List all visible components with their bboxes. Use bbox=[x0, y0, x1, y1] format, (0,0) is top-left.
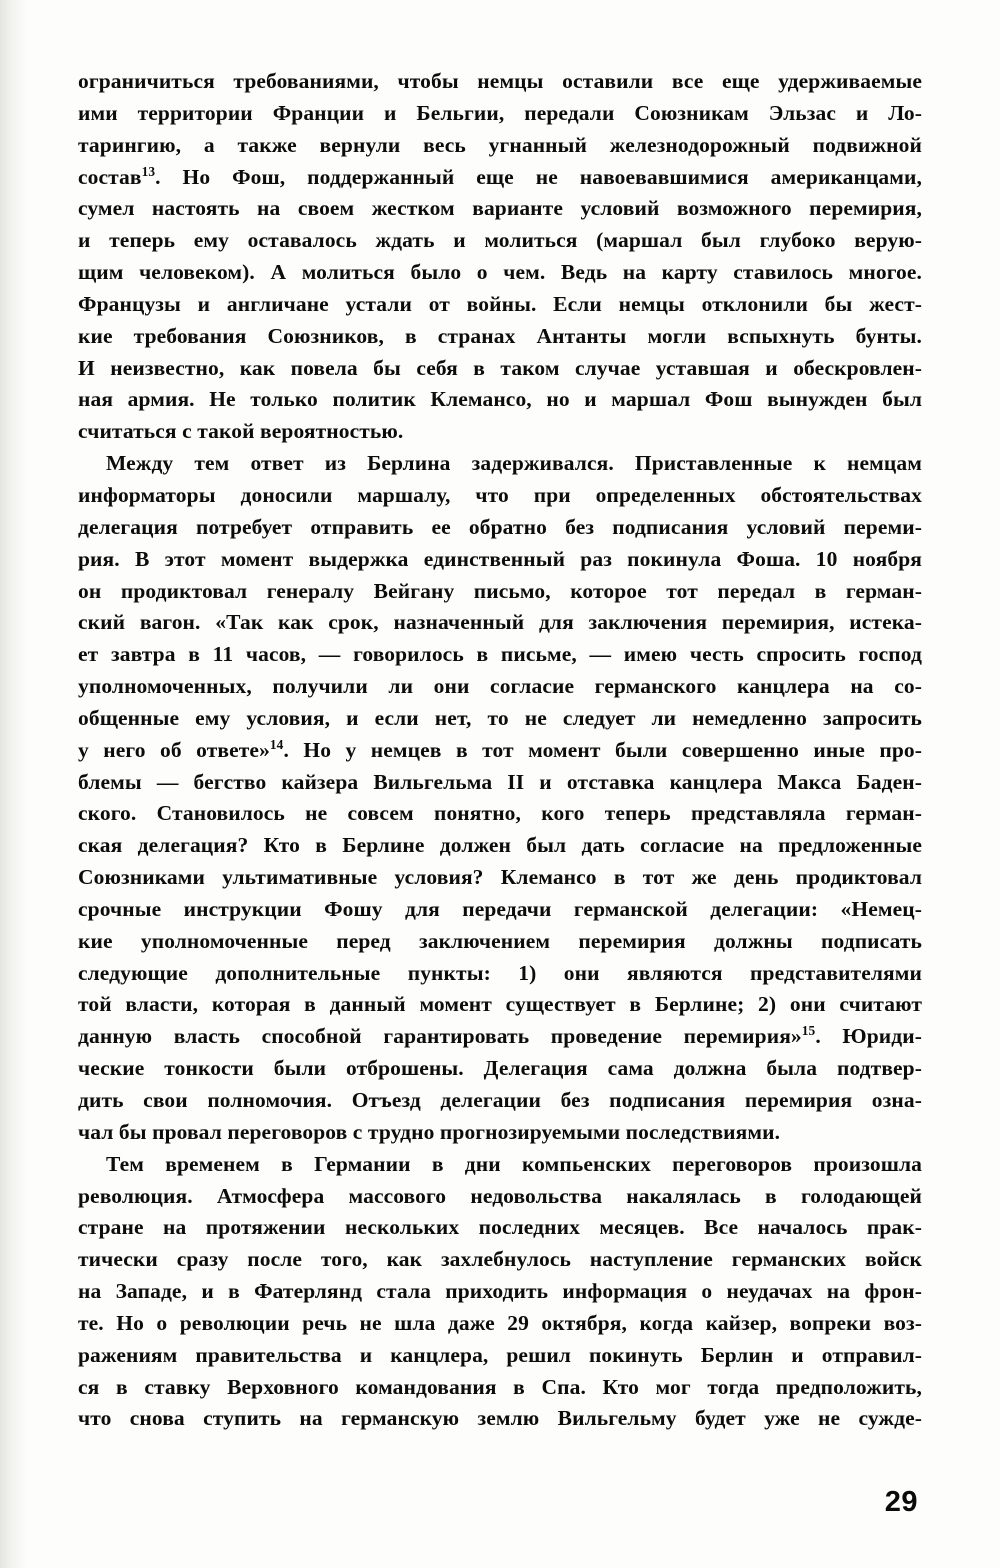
text-line: Французы и англичане устали от войны. Если немцы отклонили бы жест- bbox=[78, 291, 922, 316]
text-line: кие требования Союзников, в странах Антанты могли вспыхнуть бунты. bbox=[78, 323, 922, 348]
text-line: срочные инструкции Фошу для передачи германской делегации: «Немец- bbox=[78, 896, 922, 921]
text-line: делегация потребует отправить ее обратно без подписания условий переми- bbox=[78, 514, 922, 539]
text-line: у него об ответе»$^{14}$. Но у немцев в тот момент были совершенно иные про- bbox=[78, 736, 922, 762]
text-line: революция. Атмосфера массового недовольства накалялась в голодающей bbox=[78, 1183, 922, 1208]
text-line: щим человеком). А молиться было о чем. Ведь на карту ставилось многое. bbox=[78, 260, 922, 285]
text-line: блемы — бегство кайзера Вильгельма II и отставка канцлера Макса Баден- bbox=[78, 769, 922, 794]
text-line: чал бы провал переговоров с трудно прогнозируемыми последствиями. bbox=[78, 1119, 781, 1144]
text-line: следующие дополнительные пункты: 1) они являются представителями bbox=[78, 960, 922, 985]
text-line: считаться с такой вероятностью. bbox=[78, 419, 404, 444]
text-line: Тем временем в Германии в дни компьенских переговоров произошла bbox=[106, 1151, 922, 1176]
text-line: ет завтра в 11 часов, — говорилось в письме, — имею честь спросить господ bbox=[78, 642, 922, 667]
text-line: и теперь ему оставалось ждать и молиться (маршал был глубоко верую- bbox=[78, 228, 922, 253]
page-number: 29 bbox=[884, 1486, 918, 1518]
text-line: тически сразу после того, как захлебнулось наступление германских войск bbox=[78, 1247, 922, 1272]
text-line: данную власть способной гарантировать проведение перемирия»$^{15}$. Юриди- bbox=[78, 1023, 922, 1049]
text-line: те. Но о революции речь не шла даже 29 октября, когда кайзер, вопреки воз- bbox=[78, 1310, 922, 1335]
text-line: кие уполномоченные перед заключением перемирия должны подписать bbox=[78, 928, 922, 953]
text-line: сумел настоять на своем жестком варианте условий возможного перемирия, bbox=[78, 196, 922, 221]
text-line: тарингию, а также вернули весь угнанный железнодорожный подвижной bbox=[78, 132, 922, 157]
text-line: ческие тонкости были отброшены. Делегация сама должна была подтвер- bbox=[78, 1056, 922, 1081]
text-line: И неизвестно, как повела бы себя в таком случае уставшая и обескровлен- bbox=[78, 355, 922, 380]
text-line: на Западе, и в Фатерлянд стала приходить информация о неудачах на фрон- bbox=[78, 1279, 922, 1304]
text-line: ограничиться требованиями, чтобы немцы оставили все еще удерживаемые bbox=[78, 69, 922, 93]
footnote-marker: 13 bbox=[141, 163, 156, 179]
text-line: стране на протяжении нескольких последних месяцев. Все началось прак- bbox=[78, 1215, 922, 1240]
text-line: ражениям правительства и канцлера, решил покинуть Берлин и отправил- bbox=[78, 1342, 922, 1367]
text-line: ся в ставку Верховного командования в Спа. Кто мог тогда предположить, bbox=[78, 1374, 922, 1399]
text-line: той власти, которая в данный момент существует в Берлине; 2) они считают bbox=[78, 992, 922, 1017]
text-line: информаторы доносили маршалу, что при определенных обстоятельствах bbox=[78, 482, 922, 507]
text-line: что снова ступить на германскую землю Вильгельму будет уже не сужде- bbox=[78, 1406, 922, 1431]
footnote-marker: 14 bbox=[269, 736, 284, 752]
page-text bbox=[78, 66, 922, 1435]
text-line: Союзниками ультимативные условия? Клемансо в тот же день продиктовал bbox=[78, 865, 922, 890]
text-line: уполномоченных, получили ли они согласие германского канцлера на со- bbox=[78, 674, 922, 699]
text-line: ная армия. Не только политик Клемансо, но и маршал Фош вынужден был bbox=[78, 387, 922, 412]
text-line: рия. В этот момент выдержка единственный раз покинула Фоша. 10 ноября bbox=[78, 546, 922, 571]
text-line: ская делегация? Кто в Берлине должен был дать согласие на предложенные bbox=[78, 833, 922, 858]
left-edge-shadow bbox=[0, 0, 28, 1568]
text-line: дить свои полномочия. Отъезд делегации без подписания перемирия озна- bbox=[78, 1088, 922, 1112]
text-line: ский вагон. «Так как срок, назначенный для заключения перемирия, истека- bbox=[78, 610, 922, 635]
text-line: ского. Становилось не совсем понятно, кого теперь представляла герман- bbox=[78, 801, 922, 826]
text-line: ими территории Франции и Бельгии, передали Союзникам Эльзас и Ло- bbox=[78, 100, 922, 125]
text-line: общенные ему условия, и если нет, то не следует ли немедленно запросить bbox=[78, 705, 922, 730]
text-line: Между тем ответ из Берлина задерживался. Приставленные к немцам bbox=[106, 451, 922, 476]
footnote-marker: 15 bbox=[801, 1023, 816, 1039]
text-line: состав$^{13}$. Но Фош, поддержанный еще не навоевавшимися американцами, bbox=[78, 163, 922, 189]
text-line: он продиктовал генералу Вейгану письмо, которое тот передал в герман- bbox=[78, 578, 922, 603]
